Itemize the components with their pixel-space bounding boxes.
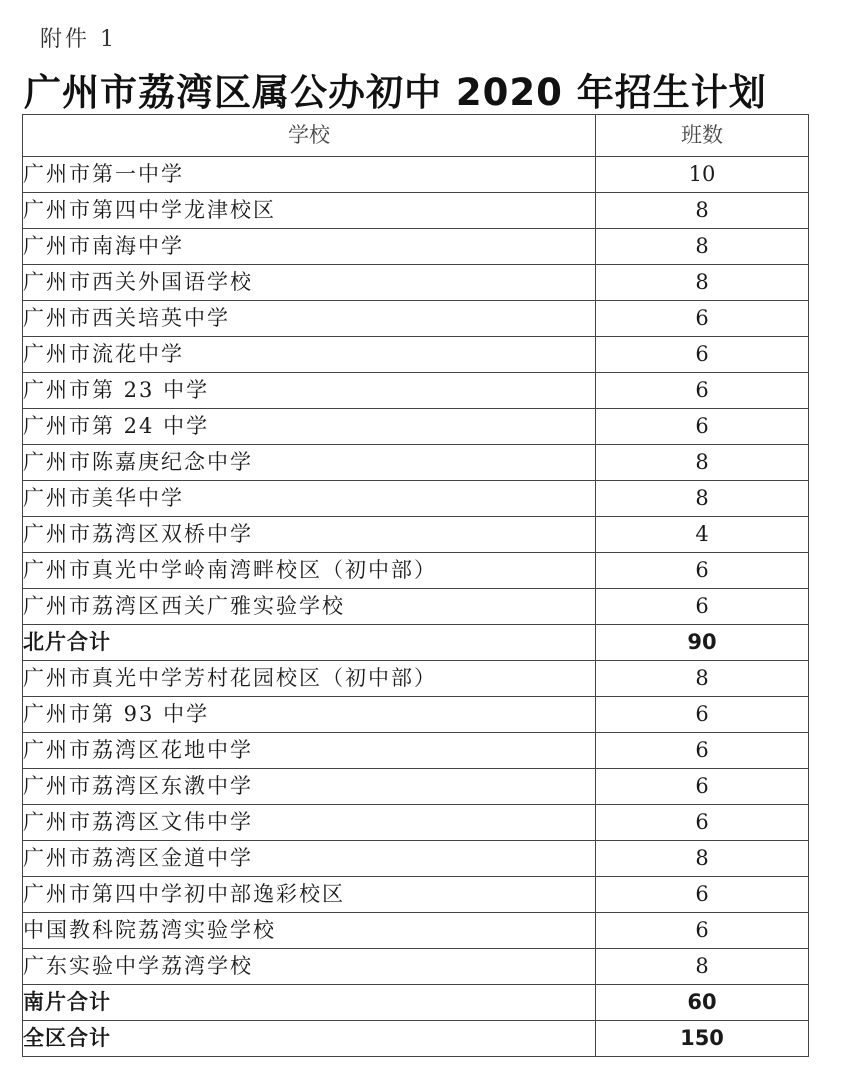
class-count: 6 <box>596 373 809 409</box>
class-count: 6 <box>596 589 809 625</box>
subtotal-row <box>23 985 809 1021</box>
table-row <box>23 445 809 481</box>
class-count: 8 <box>596 481 809 517</box>
class-count: 10 <box>596 157 809 193</box>
table-row <box>23 229 809 265</box>
table-row <box>23 769 809 805</box>
school-name: 广州市西关培英中学 <box>23 301 596 337</box>
subtotal-count: 150 <box>596 1021 809 1057</box>
class-count: 6 <box>596 877 809 913</box>
subtotal-row <box>23 625 809 661</box>
table-row <box>23 337 809 373</box>
table-row <box>23 517 809 553</box>
class-count: 8 <box>596 229 809 265</box>
document-title: 广州市荔湾区属公办初中 2020 年招生计划 <box>24 71 767 114</box>
school-name: 广州市流花中学 <box>23 337 596 373</box>
school-name: 广州市第 93 中学 <box>23 697 596 733</box>
subtotal-label: 北片合计 <box>23 625 596 661</box>
school-name: 广州市第四中学龙津校区 <box>23 193 596 229</box>
table-body <box>23 157 809 1057</box>
class-count: 6 <box>596 913 809 949</box>
school-name: 广州市荔湾区花地中学 <box>23 733 596 769</box>
class-count: 8 <box>596 841 809 877</box>
subtotal-count: 60 <box>596 985 809 1021</box>
table-row <box>23 661 809 697</box>
class-count: 6 <box>596 301 809 337</box>
table-row <box>23 949 809 985</box>
class-count: 8 <box>596 949 809 985</box>
class-count: 6 <box>596 769 809 805</box>
class-count: 6 <box>596 733 809 769</box>
school-name: 广州市第四中学初中部逸彩校区 <box>23 877 596 913</box>
subtotal-label: 全区合计 <box>23 1021 596 1057</box>
class-count: 8 <box>596 265 809 301</box>
table-row <box>23 697 809 733</box>
school-name: 广州市第 24 中学 <box>23 409 596 445</box>
school-name: 广州市陈嘉庚纪念中学 <box>23 445 596 481</box>
school-name: 广州市第 23 中学 <box>23 373 596 409</box>
school-name: 广州市第一中学 <box>23 157 596 193</box>
table-row <box>23 913 809 949</box>
table-row <box>23 157 809 193</box>
school-name: 广州市真光中学芳村花园校区（初中部） <box>23 661 596 697</box>
school-name: 广州市荔湾区西关广雅实验学校 <box>23 589 596 625</box>
subtotal-row <box>23 1021 809 1057</box>
table-row <box>23 553 809 589</box>
table-row <box>23 409 809 445</box>
school-name: 中国教科院荔湾实验学校 <box>23 913 596 949</box>
table-row <box>23 877 809 913</box>
class-count: 8 <box>596 193 809 229</box>
table-row <box>23 733 809 769</box>
header-school: 学校 <box>23 115 596 157</box>
table-row <box>23 841 809 877</box>
table-header-row <box>23 115 809 157</box>
class-count: 6 <box>596 553 809 589</box>
enrollment-plan-table <box>22 114 809 1057</box>
school-name: 广州市西关外国语学校 <box>23 265 596 301</box>
table-row <box>23 481 809 517</box>
class-count: 6 <box>596 805 809 841</box>
class-count: 8 <box>596 661 809 697</box>
table-row <box>23 193 809 229</box>
class-count: 8 <box>596 445 809 481</box>
school-name: 广州市荔湾区文伟中学 <box>23 805 596 841</box>
class-count: 6 <box>596 697 809 733</box>
school-name: 广州市荔湾区金道中学 <box>23 841 596 877</box>
header-class-count: 班数 <box>596 115 809 157</box>
school-name: 广州市荔湾区双桥中学 <box>23 517 596 553</box>
table-row <box>23 301 809 337</box>
school-name: 广州市美华中学 <box>23 481 596 517</box>
table-row <box>23 265 809 301</box>
subtotal-label: 南片合计 <box>23 985 596 1021</box>
class-count: 6 <box>596 409 809 445</box>
school-name: 广州市真光中学岭南湾畔校区（初中部） <box>23 553 596 589</box>
school-name: 广州市荔湾区东漖中学 <box>23 769 596 805</box>
class-count: 6 <box>596 337 809 373</box>
attachment-label: 附件 1 <box>40 27 117 52</box>
school-name: 广东实验中学荔湾学校 <box>23 949 596 985</box>
subtotal-count: 90 <box>596 625 809 661</box>
table-row <box>23 805 809 841</box>
table-row <box>23 373 809 409</box>
school-name: 广州市南海中学 <box>23 229 596 265</box>
table-row <box>23 589 809 625</box>
class-count: 4 <box>596 517 809 553</box>
